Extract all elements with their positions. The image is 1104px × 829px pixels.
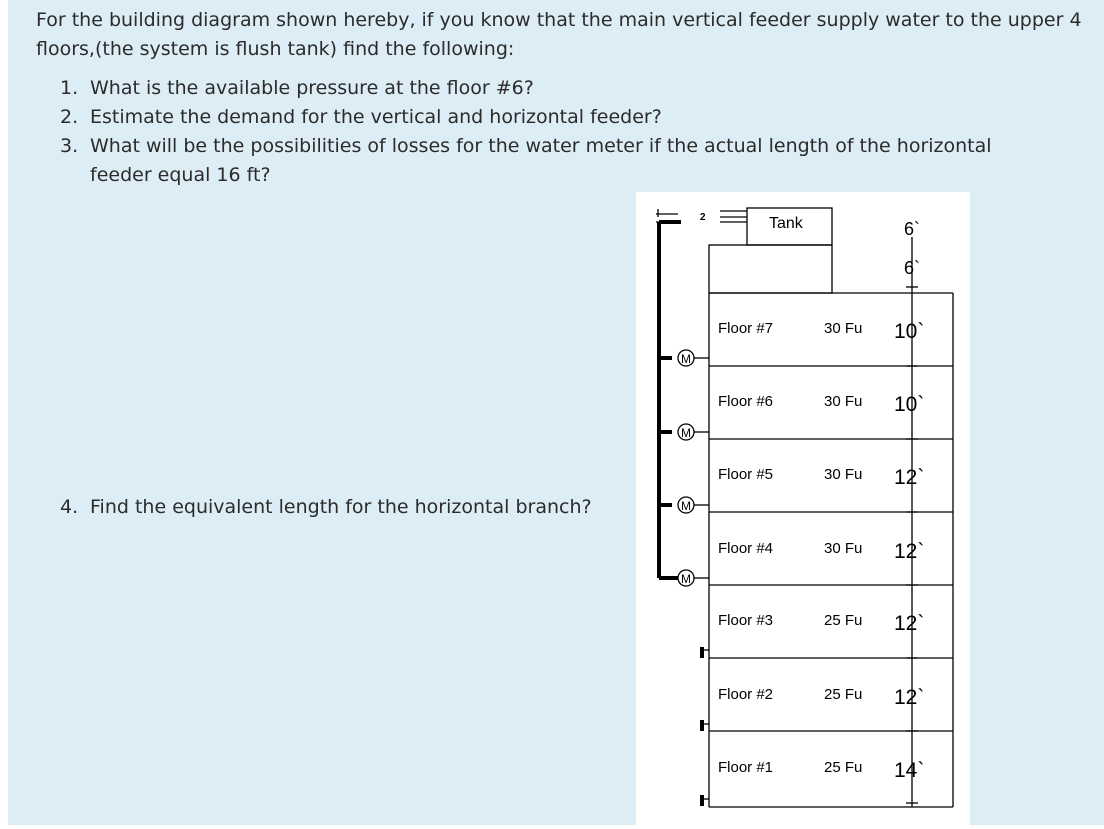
question-item-3 — [60, 132, 1000, 190]
question-number: 4. — [60, 496, 79, 518]
floor-height: 12` — [894, 466, 925, 489]
question-number: 2. — [60, 106, 79, 128]
question-text: What is the available pressure at the floor #6? — [90, 77, 534, 99]
floor-height: 14` — [894, 759, 925, 782]
question-item-1 — [60, 74, 1000, 103]
floor-height: 10` — [894, 320, 925, 343]
top-mark: 2 — [700, 212, 706, 223]
floor-name: Floor #7 — [718, 320, 774, 337]
floor-height: 12` — [894, 540, 925, 563]
question-text: Estimate the demand for the vertical and horizontal feeder? — [90, 106, 662, 128]
question-item-4 — [60, 493, 592, 522]
question-number: 3. — [60, 135, 79, 157]
building-diagram — [636, 192, 970, 825]
water-meter-floor-6 — [678, 424, 709, 440]
tank-label: Tank — [769, 215, 803, 232]
floor-row-6 — [718, 393, 924, 416]
floor-name: Floor #5 — [718, 466, 774, 483]
floor-row-5 — [718, 466, 924, 489]
floor-name: Floor #2 — [718, 686, 774, 703]
floor-name: Floor #4 — [718, 540, 774, 557]
floor-row-7 — [718, 320, 924, 343]
floor-name: Floor #6 — [718, 393, 774, 410]
question-text: Find the equivalent length for the horizontal branch? — [90, 496, 592, 518]
floor-row-1 — [718, 759, 924, 782]
building-diagram-svg — [636, 192, 970, 825]
water-meter-floor-5 — [678, 497, 709, 513]
intro-paragraph: For the building diagram shown hereby, if you know that the main vertical feeder supply water to the upper 4 floors,(the system is flush tank) find the following: — [36, 9, 1082, 60]
question-number: 1. — [60, 77, 79, 99]
floor-row-2 — [718, 686, 924, 709]
question-item-2 — [60, 103, 1000, 132]
meter-label: M — [681, 572, 691, 586]
floor-height: 12` — [894, 686, 925, 709]
meter-label: M — [681, 352, 691, 366]
tank-height-2: 6` — [904, 258, 921, 278]
fixture-units: 30 Fu — [824, 320, 863, 337]
fixture-units: 30 Fu — [824, 466, 863, 483]
fixture-units: 25 Fu — [824, 686, 863, 703]
fixture-units: 25 Fu — [824, 612, 863, 629]
tank-height-1: 6` — [904, 219, 921, 239]
fixture-units: 30 Fu — [824, 393, 863, 410]
floor-height: 10` — [894, 393, 925, 416]
water-meter-floor-4 — [678, 570, 709, 586]
water-meter-floor-7 — [678, 350, 709, 366]
floor-row-4 — [718, 540, 924, 563]
question-list — [60, 74, 1000, 190]
question-text: What will be the possibilities of losses for the water meter if the actual length of the horizontal feeder equal 16 ft? — [90, 135, 992, 186]
meter-label: M — [681, 499, 691, 513]
fixture-units: 30 Fu — [824, 540, 863, 557]
floor-name: Floor #3 — [718, 612, 774, 629]
floor-row-3 — [718, 612, 924, 635]
fixture-units: 25 Fu — [824, 759, 863, 776]
floor-name: Floor #1 — [718, 759, 774, 776]
floor-height: 12` — [894, 612, 925, 635]
meter-label: M — [681, 426, 691, 440]
